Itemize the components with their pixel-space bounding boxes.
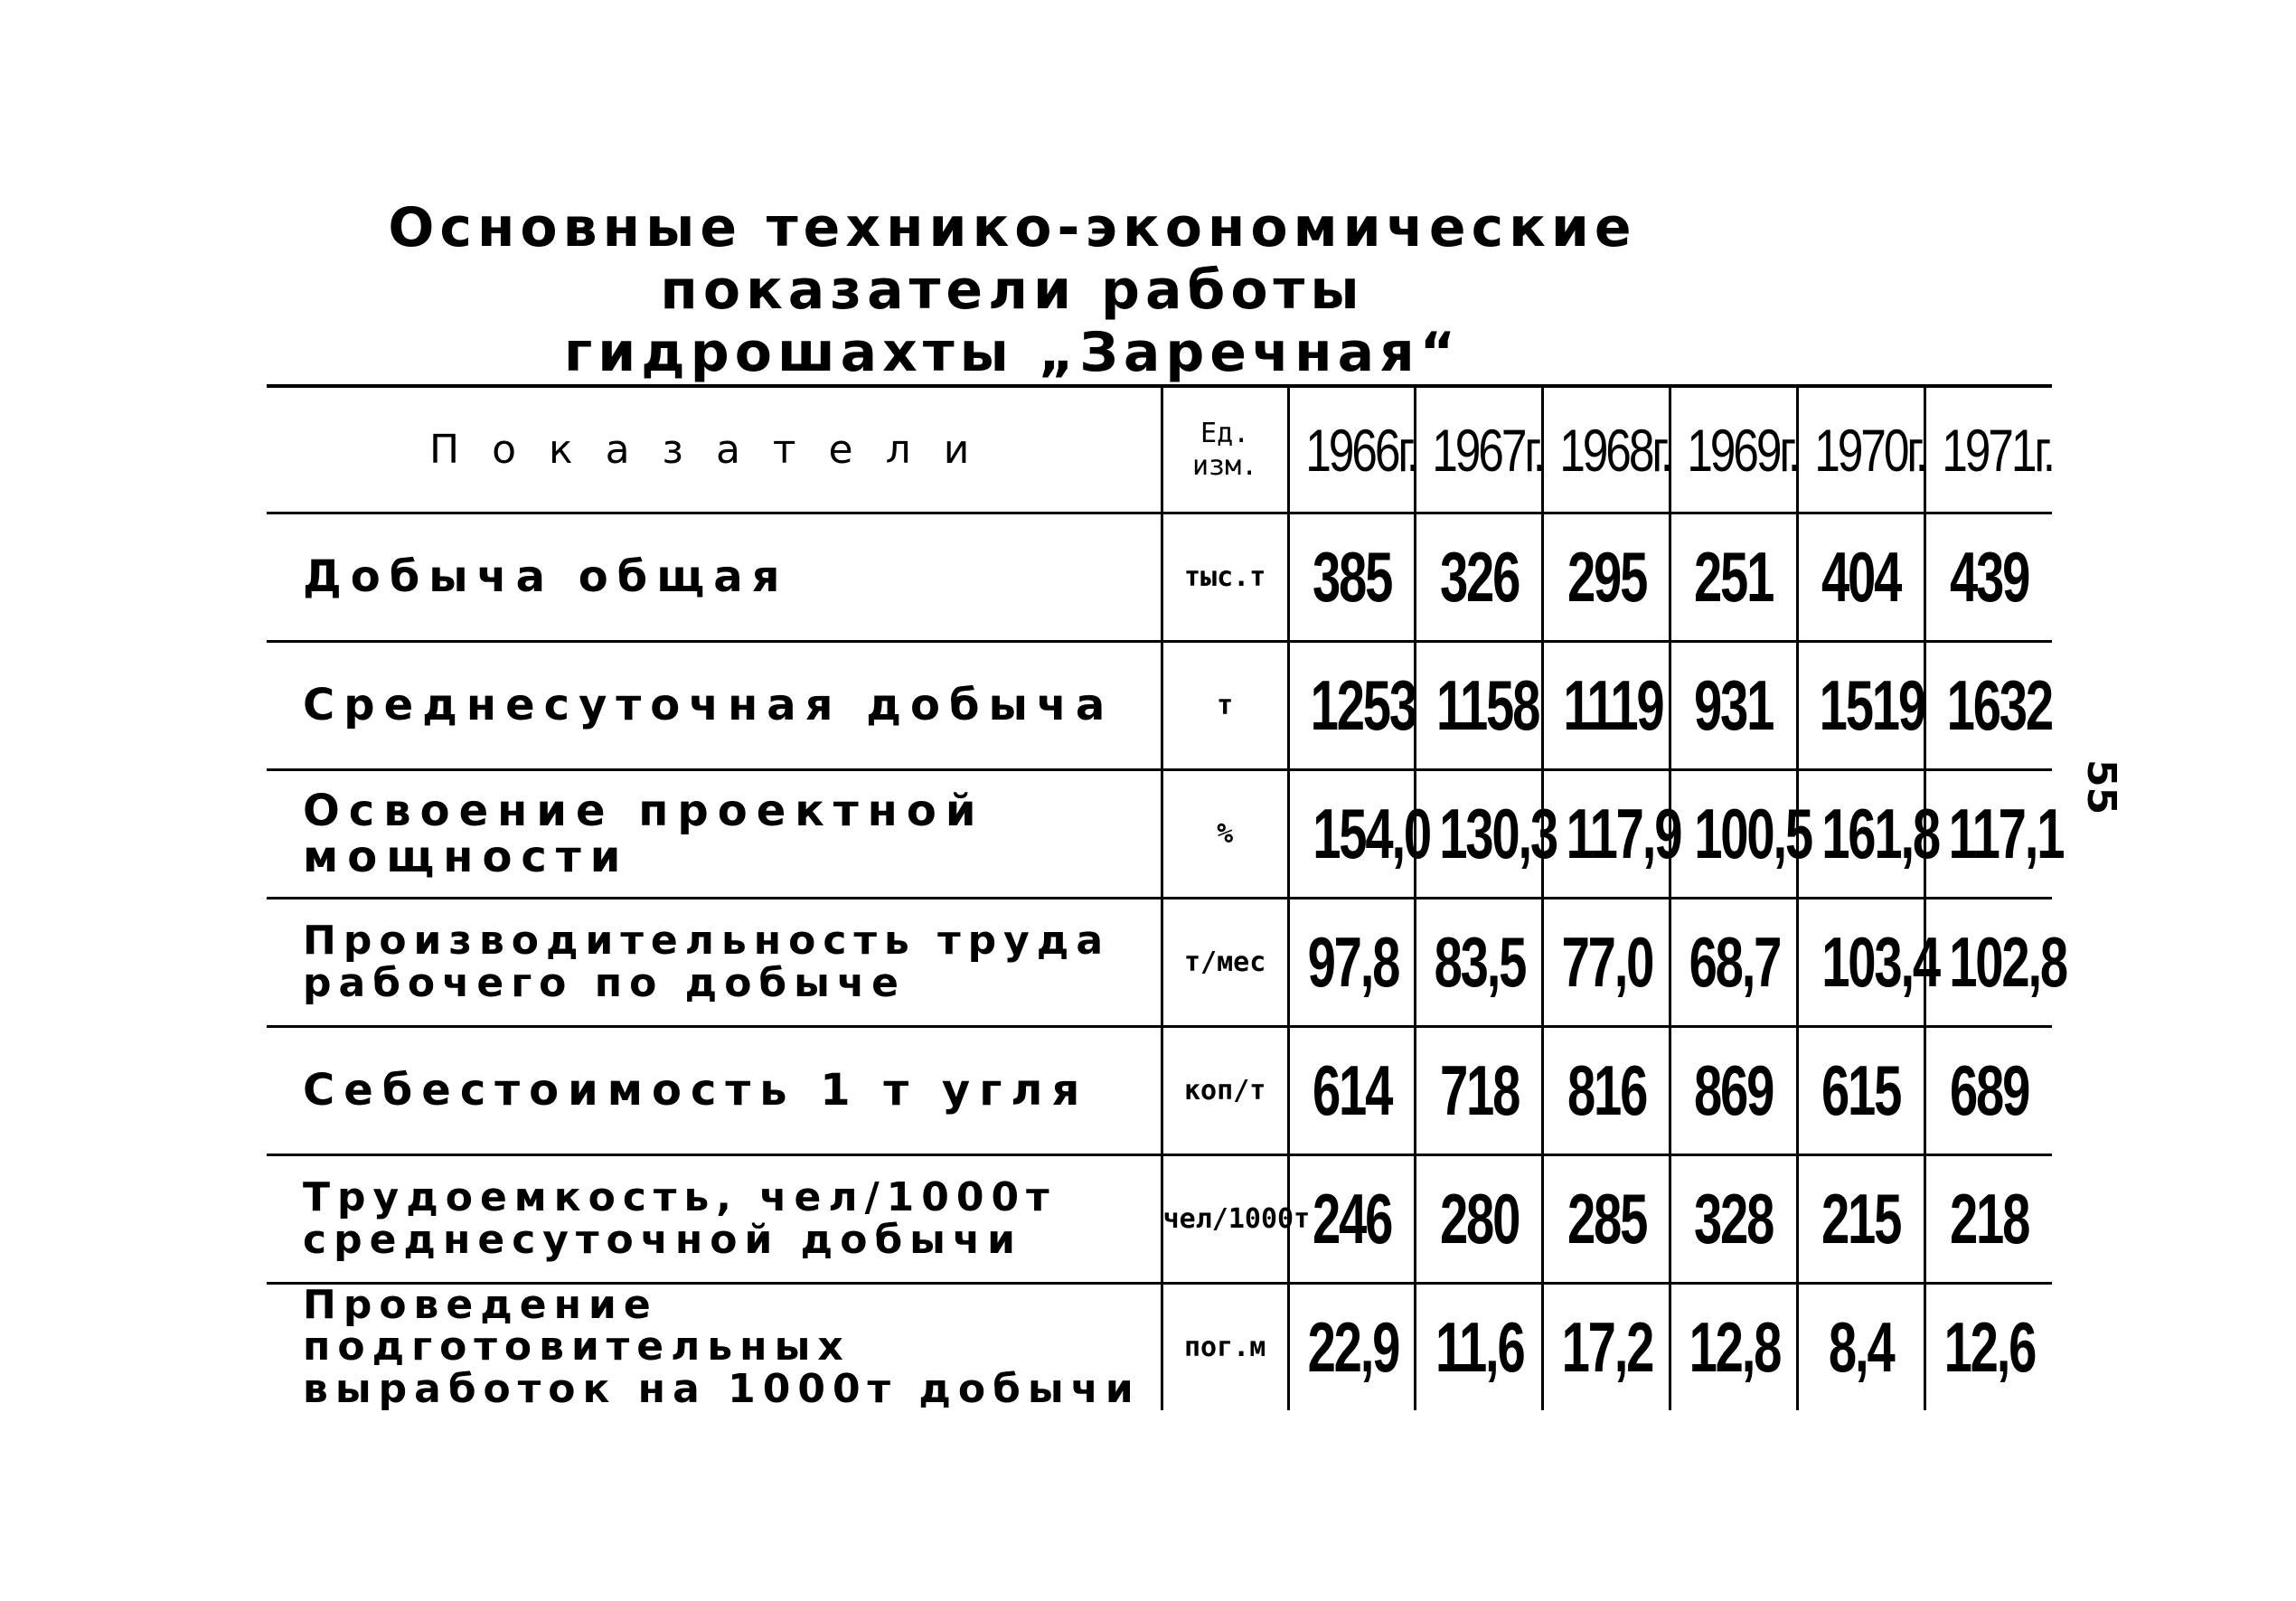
header-year: 1967г. — [1416, 386, 1543, 513]
row-value: 1519 — [1797, 642, 1924, 770]
header-year: 1969г. — [1670, 386, 1798, 513]
indicators-table — [267, 384, 2066, 1412]
table-row — [267, 1155, 2052, 1284]
row-name: Трудоемкость, чел/1000т среднесуточной добычи — [267, 1155, 1162, 1284]
row-value: 1158 — [1416, 642, 1543, 770]
table-row — [267, 1027, 2052, 1155]
row-value: 130,3 — [1416, 770, 1543, 899]
row-value: 117,9 — [1543, 770, 1670, 899]
row-name: Добыча общая — [267, 513, 1162, 642]
row-value: 117,1 — [1924, 770, 2052, 899]
title-line-1: Основные технико-экономические показатели работы — [388, 196, 1637, 322]
row-value: 218 — [1924, 1155, 2052, 1284]
table-row — [267, 642, 2052, 770]
row-value: 869 — [1670, 1027, 1798, 1155]
row-value: 816 — [1543, 1027, 1670, 1155]
row-unit: пог.м — [1162, 1284, 1288, 1411]
row-name: Проведение подготовительных выработок на 1000т добычи — [303, 1282, 1141, 1412]
row-value: 22,9 — [1288, 1284, 1416, 1411]
title-line-2: гидрошахты „Заречная“ — [563, 321, 1462, 384]
header-year: 1971г. — [1924, 386, 2052, 513]
row-unit: коп/т — [1162, 1027, 1288, 1155]
row-value: 931 — [1670, 642, 1798, 770]
document-title — [271, 197, 1754, 384]
row-unit: т/мес — [1162, 899, 1288, 1027]
row-value: 11,6 — [1416, 1284, 1543, 1411]
row-value: 1632 — [1924, 642, 2052, 770]
row-value: 8,4 — [1797, 1284, 1924, 1411]
row-value: 83,5 — [1416, 899, 1543, 1027]
header-year: 1966г. — [1288, 386, 1416, 513]
row-value: 68,7 — [1670, 899, 1798, 1027]
header-year: 1968г. — [1543, 386, 1670, 513]
row-value: 102,8 — [1924, 899, 2052, 1027]
row-value: 385 — [1288, 513, 1416, 642]
header-year: 1970г. — [1797, 386, 1924, 513]
row-value: 154,0 — [1288, 770, 1416, 899]
table-row — [267, 1284, 2052, 1411]
row-value: 295 — [1543, 513, 1670, 642]
row-value: 100,5 — [1670, 770, 1798, 899]
row-value: 1119 — [1543, 642, 1670, 770]
row-value: 97,8 — [1288, 899, 1416, 1027]
row-value: 215 — [1797, 1155, 1924, 1284]
row-value: 251 — [1670, 513, 1798, 642]
row-value: 285 — [1543, 1155, 1670, 1284]
row-value: 12,8 — [1670, 1284, 1798, 1411]
row-value: 328 — [1670, 1155, 1798, 1284]
row-unit: т — [1162, 642, 1288, 770]
row-value: 615 — [1797, 1027, 1924, 1155]
row-value: 439 — [1924, 513, 2052, 642]
row-value: 718 — [1416, 1027, 1543, 1155]
row-value: 404 — [1797, 513, 1924, 642]
row-value: 103,4 — [1797, 899, 1924, 1027]
table-row — [267, 899, 2052, 1027]
row-value: 280 — [1416, 1155, 1543, 1284]
header-indicator: Показатели — [267, 386, 1162, 513]
row-value: 17,2 — [1543, 1284, 1670, 1411]
row-value: 614 — [1288, 1027, 1416, 1155]
row-value: 1253 — [1288, 642, 1416, 770]
row-unit: % — [1162, 770, 1288, 899]
row-value: 326 — [1416, 513, 1543, 642]
table-row — [267, 770, 2052, 899]
table-row — [267, 513, 2052, 642]
row-value: 12,6 — [1924, 1284, 2052, 1411]
row-name: Себестоимость 1 т угля — [267, 1027, 1162, 1155]
row-value: 161,8 — [1797, 770, 1924, 899]
row-value: 77,0 — [1543, 899, 1670, 1027]
row-unit: чел/1000т — [1162, 1155, 1288, 1284]
row-value: 689 — [1924, 1027, 2052, 1155]
row-name: Производительность труда рабочего по добыче — [267, 899, 1162, 1027]
row-value: 246 — [1288, 1155, 1416, 1284]
row-unit: тыс.т — [1162, 513, 1288, 642]
row-name: Освоение проектной мощности — [267, 770, 1162, 899]
table-header-row — [267, 386, 2052, 513]
page-number: 55 — [2078, 759, 2124, 815]
row-name: Среднесуточная добыча — [267, 642, 1162, 770]
header-unit: Ед. изм. — [1162, 386, 1288, 513]
